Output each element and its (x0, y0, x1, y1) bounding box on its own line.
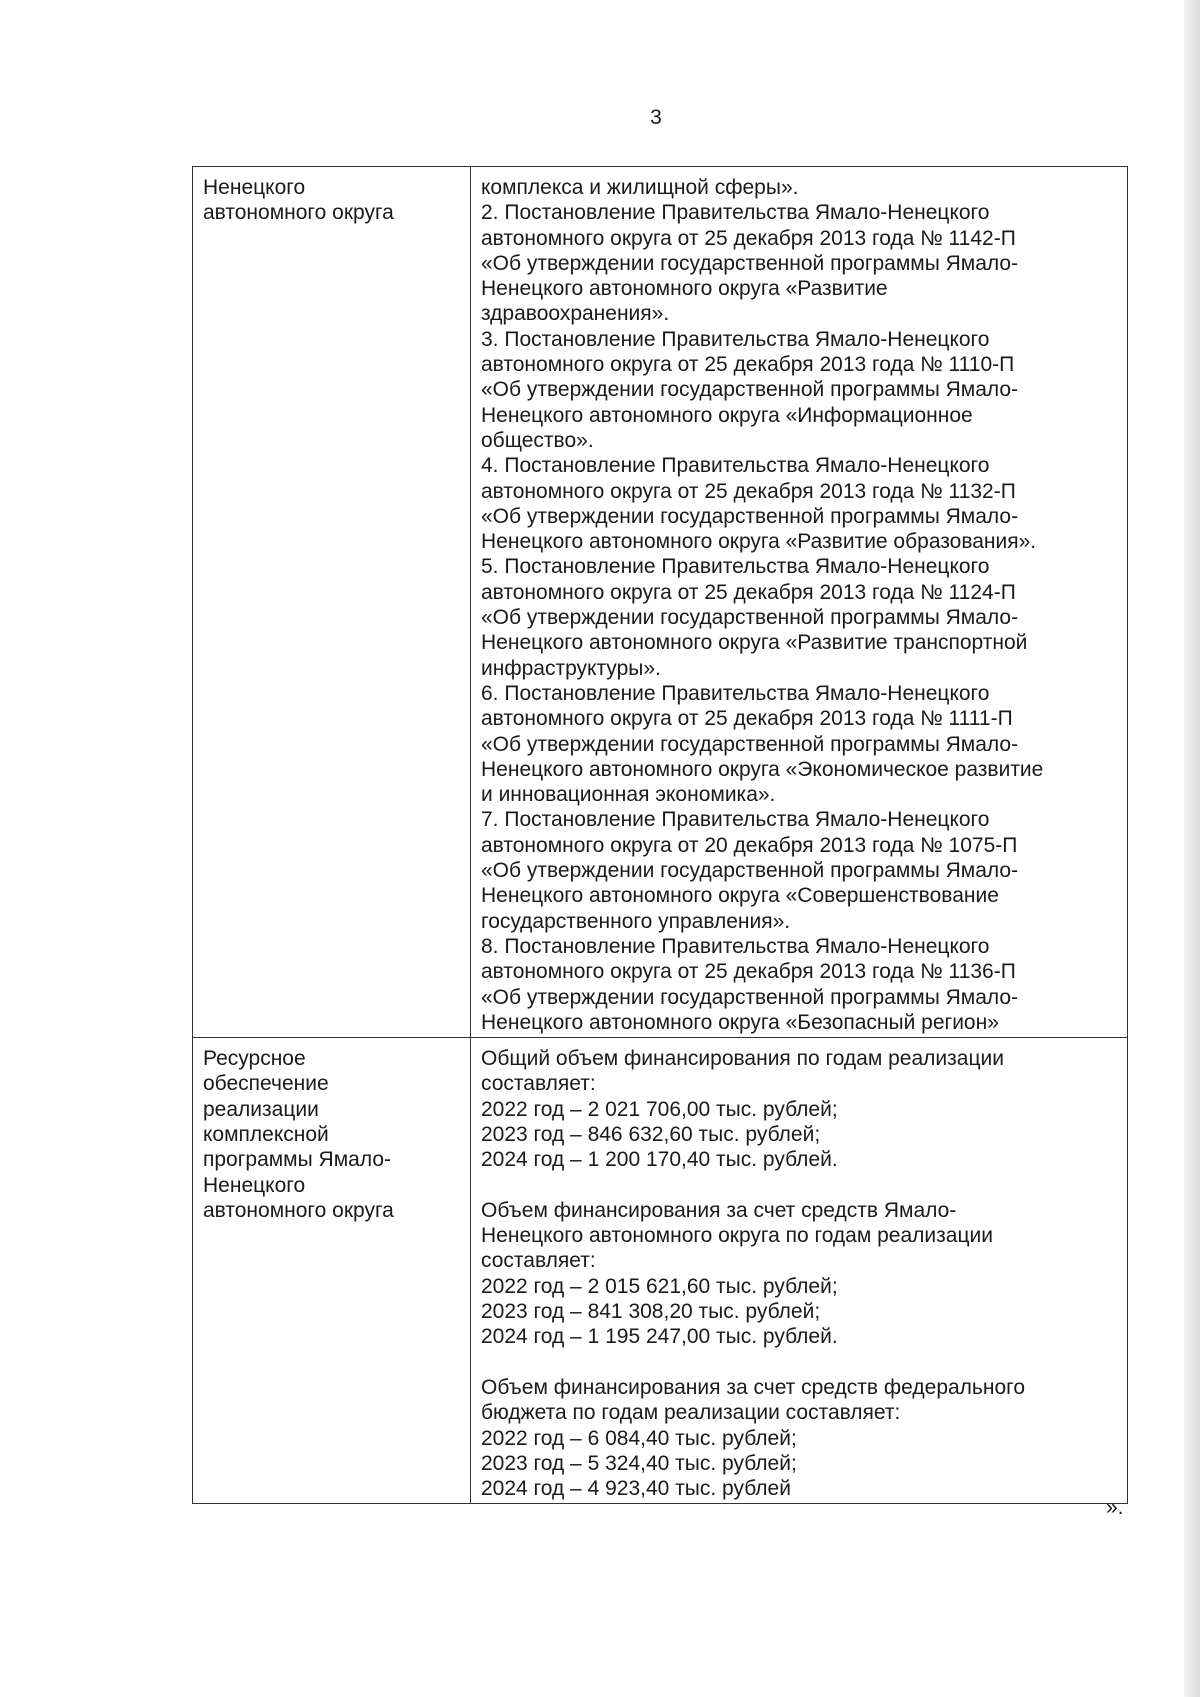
row-content-cell (471, 1038, 1128, 1504)
text-line: автономного округа от 20 декабря 2013 года № 1075-П (481, 833, 1018, 857)
text-line: 7. Постановление Правительства Ямало-Ненецкого (481, 808, 990, 832)
text-line: 2022 год – 2 015 621,60 тыс. рублей; (481, 1274, 838, 1298)
text-line: 2023 год – 846 632,60 тыс. рублей; (481, 1122, 821, 1146)
text-line: 5. Постановление Правительства Ямало-Ненецкого (481, 555, 990, 579)
text-line: Ненецкого автономного округа «Развитие транспортной (481, 631, 1028, 655)
scan-edge (1184, 0, 1200, 1697)
text-line: 2024 год – 1 195 247,00 тыс. рублей. (481, 1325, 838, 1349)
blank-line (481, 1173, 1117, 1198)
text-line: «Об утверждении государственной программы Ямало- (481, 251, 1019, 275)
text-line: «Об утверждении государственной программы Ямало- (481, 732, 1019, 756)
table-row (193, 1038, 1128, 1504)
text-line: автономного округа от 25 декабря 2013 года № 1110-П (481, 353, 1015, 377)
text-line: 2024 год – 4 923,40 тыс. рублей (481, 1477, 791, 1501)
text-line: 4. Постановление Правительства Ямало-Ненецкого (481, 454, 990, 478)
text-line: и инновационная экономика». (481, 783, 776, 807)
text-line: здравоохранения». (481, 302, 670, 326)
text-line: «Об утверждении государственной программы Ямало- (481, 378, 1019, 402)
text-line: Ненецкого автономного округа «Развитие образования». (481, 530, 1037, 554)
closing-quote: ». (1106, 1496, 1124, 1519)
text-line: автономного округа от 25 декабря 2013 года № 1124-П (481, 580, 1016, 604)
text-line: инфраструктуры». (481, 656, 661, 680)
text-line: Ненецкого автономного округа «Экономическое развитие (481, 757, 1044, 781)
text-line: Ресурсное (203, 1047, 306, 1071)
text-line: Ненецкого (203, 176, 306, 199)
text-line: обеспечение (203, 1072, 329, 1096)
text-line: Объем финансирования за счет средств Ямало- (481, 1198, 957, 1222)
text-line: государственного управления». (481, 909, 791, 933)
text-line: автономного округа (203, 201, 394, 225)
text-line: «Об утверждении государственной программы Ямало- (481, 985, 1019, 1009)
text-line: программы Ямало- (203, 1148, 391, 1172)
text-line: Ненецкого автономного округа «Совершенствование (481, 884, 999, 908)
text-line: реализации (203, 1097, 319, 1121)
row-content-cell (471, 167, 1128, 1038)
text-line: «Об утверждении государственной программы Ямало- (481, 504, 1019, 528)
text-line: общество». (481, 428, 594, 452)
text-line: Ненецкого автономного округа «Информационное (481, 403, 973, 427)
text-line: составляет: (481, 1249, 596, 1273)
text-line: автономного округа (203, 1198, 394, 1222)
text-line: составляет: (481, 1072, 596, 1096)
text-line: бюджета по годам реализации составляет: (481, 1401, 901, 1425)
text-line: 6. Постановление Правительства Ямало-Ненецкого (481, 681, 990, 705)
text-line: 2023 год – 841 308,20 тыс. рублей; (481, 1300, 821, 1324)
text-line: 2022 год – 2 021 706,00 тыс. рублей; (481, 1097, 838, 1121)
text-line: 3. Постановление Правительства Ямало-Ненецкого (481, 327, 990, 351)
text-line: комплекса и жилищной сферы». (481, 176, 799, 199)
text-line: Общий объем финансирования по годам реализации (481, 1047, 1004, 1071)
text-line: 8. Постановление Правительства Ямало-Ненецкого (481, 934, 990, 958)
text-line: автономного округа от 25 декабря 2013 года № 1142-П (481, 226, 1016, 250)
table-row (193, 167, 1128, 1038)
text-line: автономного округа от 25 декабря 2013 года № 1132-П (481, 479, 1016, 503)
text-line: 2023 год – 5 324,40 тыс. рублей; (481, 1451, 797, 1475)
blank-line (481, 1350, 1117, 1375)
text-line: 2. Постановление Правительства Ямало-Ненецкого (481, 201, 990, 225)
text-line: Объем финансирования за счет средств федерального (481, 1375, 1026, 1399)
text-line: 2024 год – 1 200 170,40 тыс. рублей. (481, 1148, 838, 1172)
passport-table (192, 166, 1128, 1504)
table-body (193, 167, 1128, 1504)
row-label-cell (193, 1038, 471, 1504)
text-line: «Об утверждении государственной программы Ямало- (481, 859, 1019, 883)
text-line: Ненецкого автономного округа «Развитие (481, 277, 888, 301)
text-line: автономного округа от 25 декабря 2013 года № 1136-П (481, 960, 1016, 984)
text-line: 2022 год – 6 084,40 тыс. рублей; (481, 1426, 797, 1450)
text-line: Ненецкого автономного округа «Безопасный регион» (481, 1010, 999, 1034)
text-line: комплексной (203, 1122, 329, 1146)
text-line: «Об утверждении государственной программы Ямало- (481, 606, 1019, 630)
text-line: Ненецкого автономного округа по годам реализации (481, 1224, 993, 1248)
page-number: 3 (650, 106, 662, 129)
text-line: Ненецкого (203, 1173, 306, 1197)
text-line: автономного округа от 25 декабря 2013 года № 1111-П (481, 707, 1013, 731)
row-label-cell (193, 167, 471, 1038)
